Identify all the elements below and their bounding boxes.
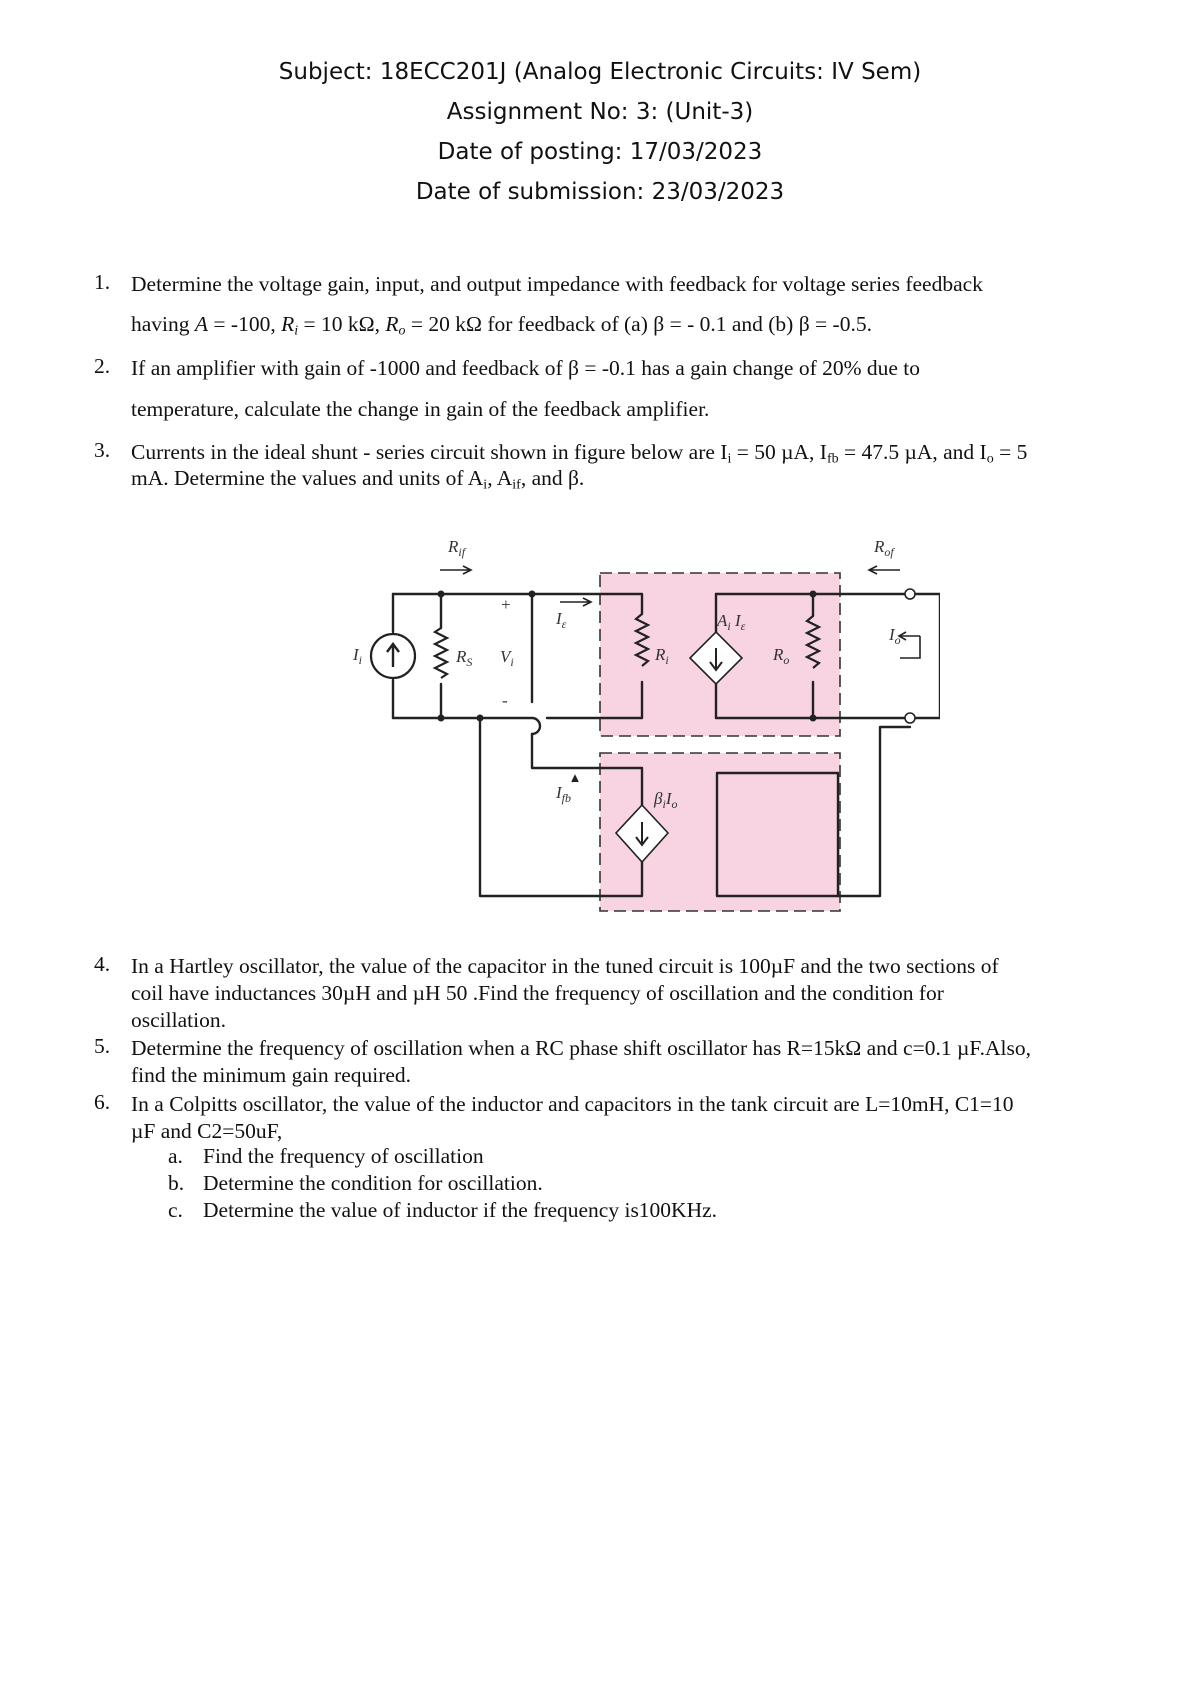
rif-label: $R_{if}$ bbox=[448, 537, 466, 559]
subitem-letter: b. bbox=[168, 1171, 185, 1195]
question-number: 6. bbox=[94, 1090, 111, 1114]
ifb-arrow bbox=[572, 776, 578, 782]
question-number: 3. bbox=[94, 438, 111, 462]
io-arrow bbox=[899, 632, 920, 658]
question-text-line: In a Hartley oscillator, the value of the capacitor in the tuned circuit is 100µF and the two sections of bbox=[131, 954, 999, 978]
rof-arrow bbox=[869, 566, 900, 574]
subitem-letter: a. bbox=[168, 1144, 183, 1168]
io-label: $I_o$ bbox=[889, 625, 901, 647]
question-text-line: find the minimum gain required. bbox=[131, 1063, 412, 1087]
question-text-line: Determine the voltage gain, input, and output impedance with feedback for voltage series feedback bbox=[131, 272, 983, 296]
bio-label: $\beta_iI_o$ bbox=[654, 789, 678, 811]
ie-arrow bbox=[560, 598, 591, 606]
question-text-line: In a Colpitts oscillator, the value of the inductor and capacitors in the tank circuit are L=10mH, C1=10 bbox=[131, 1092, 1014, 1116]
rof-label: $R_{of}$ bbox=[874, 537, 894, 559]
question-text-line: oscillation. bbox=[131, 1008, 226, 1032]
question-text-line: If an amplifier with gain of -1000 and feedback of β = -0.1 has a gain change of 20% due to bbox=[131, 356, 921, 380]
assignment-header bbox=[0, 52, 1200, 212]
ie-label: $I_\varepsilon$ bbox=[556, 609, 567, 631]
question-text-line: temperature, calculate the change in gain of the feedback amplifier. bbox=[131, 397, 710, 421]
question-text-line: Currents in the ideal shunt - series circuit shown in figure below are $I_i = 50$ µA, $I_{fb} = 47.5$ µA, and $I_o = 5$ bbox=[131, 440, 1028, 467]
ifb-label: $I_{fb}$ bbox=[556, 783, 572, 805]
rif-arrow bbox=[440, 566, 471, 574]
subitem-text: Determine the condition for oscillation. bbox=[203, 1171, 543, 1195]
submission-date: Date of submission: 23/03/2023 bbox=[415, 179, 785, 205]
question-text-line: Determine the frequency of oscillation when a RC phase shift oscillator has R=15kΩ and c=0.1 µF.Also, bbox=[131, 1036, 1031, 1060]
subject-line: Subject: 18ECC201J (Analog Electronic Circuits: IV Sem) bbox=[278, 59, 922, 85]
shunt-series-circuit-figure bbox=[330, 520, 940, 920]
ii-label: $I_i$ bbox=[353, 645, 363, 667]
rs-resistor bbox=[435, 628, 447, 678]
aie-label: $A_i$ $I_\varepsilon$ bbox=[717, 611, 746, 633]
question-text-line: µF and C2=50uF, bbox=[131, 1119, 283, 1143]
rs-label: $R_S$ bbox=[456, 647, 473, 669]
vi-plus: + bbox=[500, 595, 512, 614]
question-number: 2. bbox=[94, 354, 111, 378]
vi-minus: - bbox=[502, 691, 508, 710]
question-number: 4. bbox=[94, 952, 111, 976]
posting-date: Date of posting: 17/03/2023 bbox=[437, 139, 763, 165]
question-text-line: coil have inductances 30µH and µH 50 .Find the frequency of oscillation and the condition for bbox=[131, 981, 944, 1005]
subitem-letter: c. bbox=[168, 1198, 183, 1222]
subitem-text: Determine the value of inductor if the frequency is100KHz. bbox=[203, 1198, 718, 1222]
ri-label: $R_i$ bbox=[655, 645, 669, 667]
question-text-line: having A = -100, $R_i = 10$ kΩ, $R_o = 20$ kΩ for feedback of (a) β = - 0.1 and (b) β = -0.5. bbox=[131, 312, 872, 339]
question-number: 1. bbox=[94, 270, 111, 294]
ro-label: $R_o$ bbox=[773, 645, 790, 667]
vi-label: $V_i$ bbox=[500, 647, 514, 669]
subitem-text: Find the frequency of oscillation bbox=[203, 1144, 484, 1168]
assignment-number: Assignment No: 3: (Unit-3) bbox=[446, 99, 754, 125]
question-number: 5. bbox=[94, 1034, 111, 1058]
question-text-line: mA. Determine the values and units of $A_i$, $A_{if}$, and β. bbox=[131, 466, 585, 493]
